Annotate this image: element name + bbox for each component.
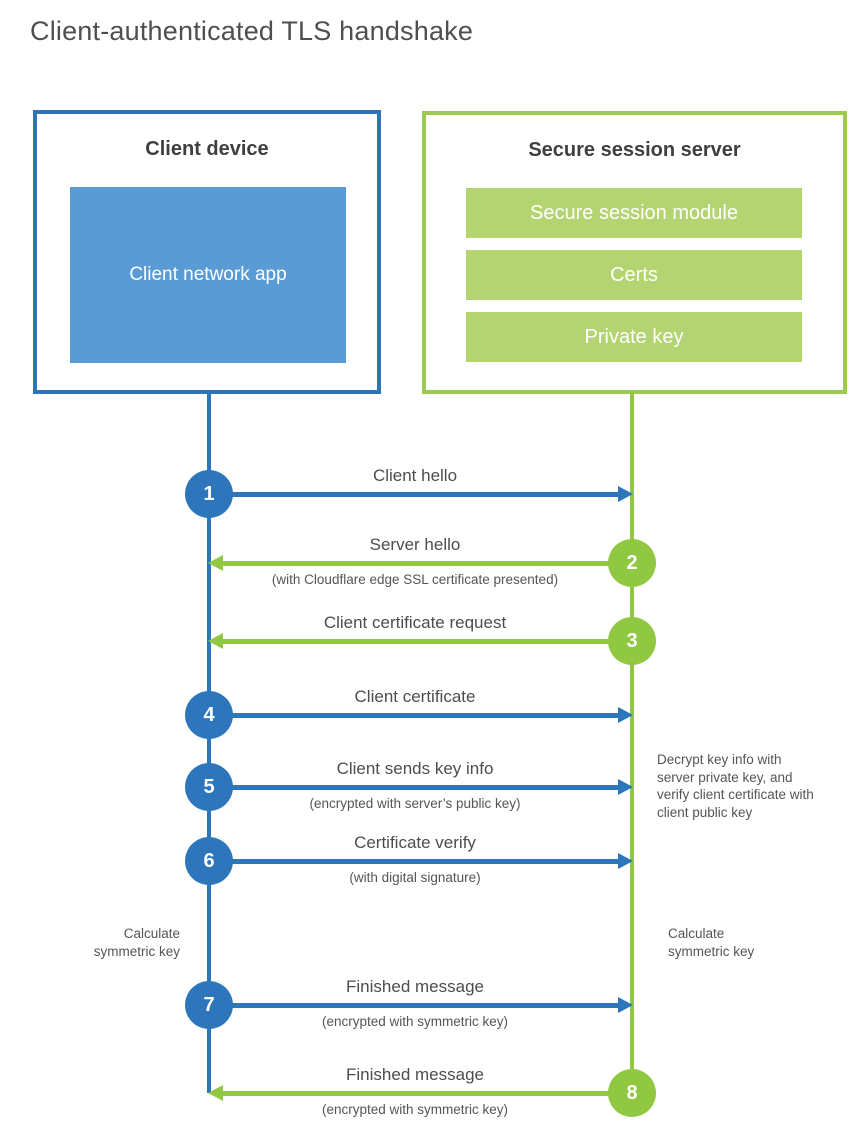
step-7-arrow-line [209,1003,619,1008]
server-calculate-symmetric-key-note: Calculate symmetric key [668,926,755,959]
step-1-arrow-line [209,492,619,497]
step-4-arrow-line [209,713,619,718]
server-decrypt-note: Decrypt key info with server private key, and verify client certificate with client public key [657,752,814,820]
step-1-number-badge: 1 [185,470,233,518]
step-5-arrowhead-right-icon [618,779,633,795]
step-2-subtitle: (with Cloudflare edge SSL certificate presented) [271,572,559,587]
step-3-number-badge: 3 [608,617,656,665]
client-calculate-symmetric-key-note: Calculate symmetric key [93,926,180,959]
client-device-box [33,110,381,394]
step-7-subtitle: (encrypted with symmetric key) [321,1014,509,1029]
secure-session-server-title: Secure session server [528,139,741,161]
step-5-label: Client sends key info [336,759,494,778]
secure-session-server-box [422,111,847,394]
client-network-app-label: Client network app [129,264,287,286]
step-4-number-badge: 4 [185,691,233,739]
step-7-label: Finished message [346,977,484,996]
step-5-subtitle: (encrypted with server’s public key) [309,796,521,811]
step-8-subtitle: (encrypted with symmetric key) [321,1102,509,1117]
server-module-private-key: Private key [466,312,802,362]
step-8-arrow-line [222,1091,632,1096]
step-3-arrow-line [222,639,632,644]
step-1-arrowhead-right-icon [618,486,633,502]
step-6-label: Certificate verify [354,833,476,852]
step-3-arrowhead-left-icon [208,633,223,649]
step-6-subtitle: (with digital signature) [349,870,481,885]
step-2-arrow-line [222,561,632,566]
step-8-arrowhead-left-icon [208,1085,223,1101]
server-module-secure-session: Secure session module [466,188,802,238]
step-2-label: Server hello [369,535,461,554]
step-5-number-badge: 5 [185,763,233,811]
step-2-number-badge: 2 [608,539,656,587]
step-8-label: Finished message [346,1065,484,1084]
client-network-app-rect [70,187,346,363]
step-7-number-badge: 7 [185,981,233,1029]
step-6-arrowhead-right-icon [618,853,633,869]
step-5-arrow-line [209,785,619,790]
step-2-arrowhead-left-icon [208,555,223,571]
client-device-title: Client device [145,138,269,160]
step-1-label: Client hello [372,466,458,485]
step-3-label: Client certificate request [323,613,507,632]
step-4-label: Client certificate [354,687,476,706]
step-7-arrowhead-right-icon [618,997,633,1013]
page-title: Client-authenticated TLS handshake [30,16,474,46]
step-8-number-badge: 8 [608,1069,656,1117]
step-6-number-badge: 6 [185,837,233,885]
step-6-arrow-line [209,859,619,864]
server-module-certs: Certs [466,250,802,300]
step-4-arrowhead-right-icon [618,707,633,723]
